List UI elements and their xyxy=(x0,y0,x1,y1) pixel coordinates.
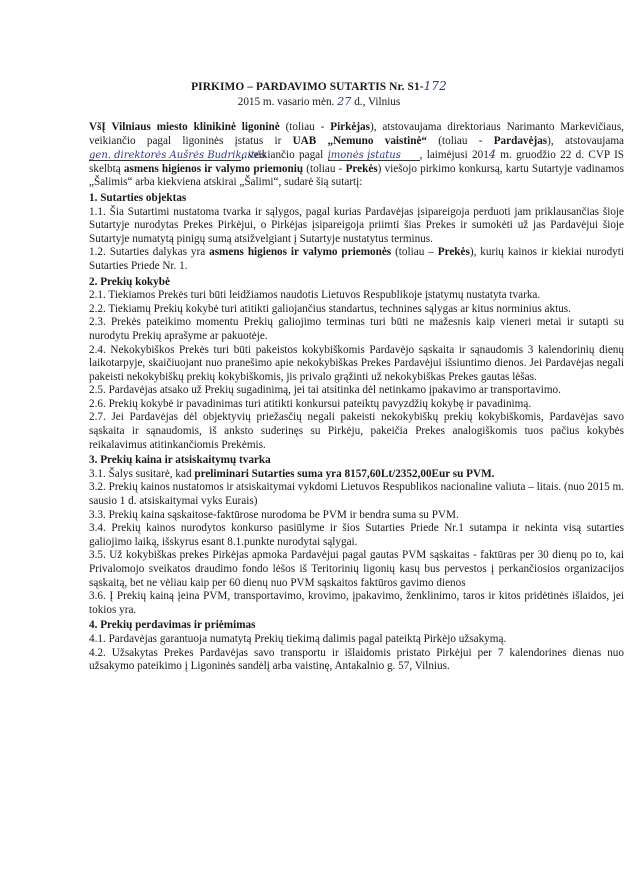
clause-2-7: 2.7. Jei Pardavėjas dėl objektyvių priežasčių negali pakeisti nekokybiškų prekių kokybiškomis, Pardavėjas savo sąskaita ir sąnaudomis, iš anksto suderinęs su Pirkėju, pakeičia Prekes analogiškomis tuos pačius kokybės reikalavimus atitinkančiomis Prekėmis. xyxy=(89,411,624,451)
clause-bold: asmens higienos ir valymo priemonės xyxy=(209,246,392,259)
clause-2-4: 2.4. Nekokybiškos Prekės turi būti pakeistos kokybiškomis Pardavėjo sąskaita ir sąnaudomis 3 kalendorinių dienų laikotarpyje, skaičiuojant nuo pranešimo apie nekokybiškas Prekes Pardavėjui išsiuntimo dienos. Jei Pardavėjas negali pakeisti nekokybiškų prekių kokybiškomis, jis privalo grąžinti už nekokybiškas Prekes gautas lėšas. xyxy=(89,343,624,383)
handwritten-year-digit: 4 xyxy=(488,148,496,162)
representative-field xyxy=(89,149,266,162)
clause-3-3: 3.3. Prekių kaina sąskaitose-faktūrose nurodoma be PVM ir bendra suma su PVM. xyxy=(89,508,459,521)
buyer-name: VšĮ Vilniaus miesto klinikinė ligoninė xyxy=(89,121,280,133)
seller-name: UAB „Nemuno vaistinė“ xyxy=(292,134,427,147)
clause-text: 1.2. Sutarties dalykas yra xyxy=(89,246,210,259)
contract-date-line xyxy=(0,95,638,110)
clause-1-2 xyxy=(89,246,624,273)
clause-3-2: 3.2. Prekių kainos nustatomos ir atsiskaitymai vykdomi Lietuvos Respublikos nacionaline valiuta – litais. (nuo 2015 m. sausio 1 d. atsiskaitymai vyks Eurais) xyxy=(89,481,624,508)
clause-2-1: 2.1. Tiekiamos Prekės turi būti leidžiamos naudotis Lietuvos Respublikoje įstatymų nustatyta tvarka. xyxy=(89,289,541,302)
contract-body xyxy=(89,121,624,674)
section-heading-1: 1. Sutarties objektas xyxy=(89,191,187,204)
intro-text: (toliau - xyxy=(427,134,494,147)
procurement-subject: asmens higienos ir valymo priemonių xyxy=(123,162,304,175)
goods-term: Prekės xyxy=(345,162,378,175)
basis-field xyxy=(328,149,420,161)
clause-4-1: 4.1. Pardavėjas garantuoja numatytą Prekių tiekimą dalimis pagal pateiktą Pirkėjo užsakymą. xyxy=(89,632,507,645)
clause-text: ), kurių kainos ir kiekiai nurodyti Sutarties Priede Nr. 1. xyxy=(89,246,624,272)
intro-text: ), atstovaujama direktoriaus Narimanto Markevičiaus, veikiančio pagal ligoninės įstatus ir xyxy=(89,121,624,147)
date-prefix: 2015 m. vasario mėn. xyxy=(237,96,335,108)
clause-text: (toliau – xyxy=(391,246,438,259)
handwritten-date-day: 27 xyxy=(337,95,352,108)
clause-3-1 xyxy=(89,468,624,482)
clause-bold: Prekės xyxy=(437,246,470,259)
intro-text: ) viešojo pirkimo konkursą, kartu Sutartyje vadinamos „Šalimis“ arba kiekviena atskirai „Šalimi“, sudarė šią sutartį: xyxy=(89,162,624,189)
intro-text: m. gruodžio 22 d. CVP IS skelbtą xyxy=(89,149,625,175)
intro-text: , laimėjusi 201 xyxy=(419,149,489,162)
clause-1-1: 1.1. Šia Sutartimi nustatoma tvarka ir sąlygos, pagal kurias Pardavėjas įsipareigoja perduoti jam priklausančias šioje Sutartyje nurodytas Prekes Pirkėjui, o Pirkėjas įsipareigoja priimti šias Prekes ir sumokėti už jas Pardavėjui šioje Sutartyje numatytą pinigų sumą atsižvelgiant į Sutartyje nustatytus terminus. xyxy=(89,205,624,245)
section-heading-2: 2. Prekių kokybė xyxy=(89,275,170,288)
date-suffix: d., Vilnius xyxy=(354,96,401,108)
preliminary-sum: preliminari Sutarties suma yra 8157,60Lt/2352,00Eur su PVM. xyxy=(194,467,495,480)
handwritten-contract-number: 172 xyxy=(423,79,447,93)
seller-role: Pardavėjas xyxy=(493,134,548,147)
intro-paragraph xyxy=(89,121,624,190)
clause-4-2: 4.2. Užsakytas Prekes Pardavėjas savo transportu ir išlaidomis pristato Pirkėjui per 7 kalendorines dienas nuo užsakymo pateikimo į Ligoninės sandėlį arba vaistinę, Antakalnio g. 57, Vilnius. xyxy=(89,646,624,673)
contract-title xyxy=(0,80,638,95)
title-text: PIRKIMO – PARDAVIMO SUTARTIS Nr. S1- xyxy=(191,81,424,93)
section-heading-3: 3. Prekių kaina ir atsiskaitymų tvarka xyxy=(89,454,271,467)
clause-2-2: 2.2. Tiekiamų Prekių kokybė turi atitikti galiojančius standartus, technines sąlygas ar kitus norminius aktus. xyxy=(89,302,571,315)
handwritten-representative: gen. direktorės Aušrės Budrikaitės xyxy=(89,150,266,162)
clause-2-6: 2.6. Prekių kokybė ir pavadinimas turi atitikti konkursui pateiktų pavyzdžių kokybę ir pavadinimą. xyxy=(89,397,532,410)
intro-text: (toliau - xyxy=(303,162,346,175)
intro-text: , veikiančio pagal xyxy=(241,149,324,162)
buyer-role: Pirkėjas xyxy=(330,121,371,133)
clause-text: 3.1. Šalys susitarė, kad xyxy=(89,467,195,480)
handwritten-basis: įmonės įstatus xyxy=(327,150,401,162)
clause-3-5: 3.5. Už kokybiškas prekes Pirkėjas apmoka Pardavėjui pagal gautas PVM sąskaitas - faktūras per 30 dienų po to, kai Privalomojo sveikatos draudimo fondo lėšos iš Teritorinių ligonių kasų bus pervestos į perkančiosios organizacijos sąskaitą, bet ne vėliau kaip per 60 dienų nuo PVM sąskaitos faktūros gavimo dienos xyxy=(89,549,624,589)
intro-text: ), atstovaujama xyxy=(547,134,624,147)
clause-3-4: 3.4. Prekių kainos nurodytos konkurso pasiūlyme ir šios Sutarties Priede Nr.1 sutampa ir nekinta visą sutarties galiojimo laiką, išskyrus esant 8.1.punkte nurodytai sąlygai. xyxy=(89,522,624,548)
clause-3-6: 3.6. Į Prekių kainą įeina PVM, transportavimo, krovimo, įpakavimo, ženklinimo, taros ir kitos pridėtinės išlaidos, jei tokios yra. xyxy=(89,590,624,616)
intro-text: (toliau - xyxy=(279,121,331,133)
clause-2-3: 2.3. Prekės pateikimo momentu Prekių galiojimo terminas turi būti ne mažesnis kaip vieneri metai ir sutapti su nurodytu Prekių aprašyme ar pakuotėje. xyxy=(89,316,624,342)
clause-2-5: 2.5. Pardavėjas atsako už Prekių sugadinimą, jei tai atsitinka dėl netinkamo įpakavimo ar transportavimo. xyxy=(89,384,561,397)
section-heading-4: 4. Prekių perdavimas ir priėmimas xyxy=(89,619,256,632)
